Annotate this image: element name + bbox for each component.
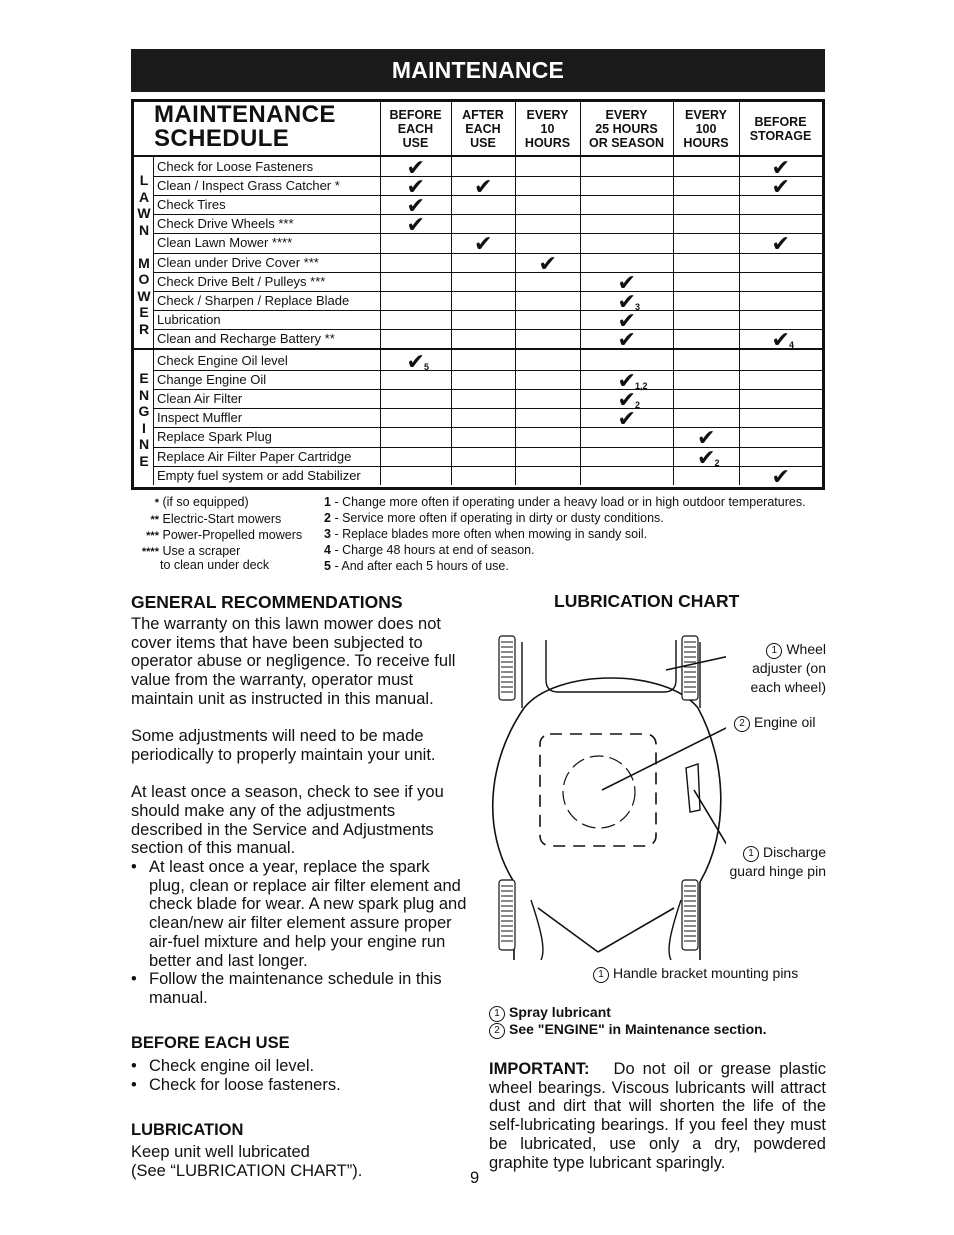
discharge-guard (686, 764, 700, 812)
callout-number: 1 (766, 643, 782, 659)
task-label: Clean Lawn Mower **** (157, 235, 293, 251)
column-header: AFTER EACH USE (462, 108, 504, 150)
check-icon: ✔ (617, 307, 636, 333)
schedule-title: MAINTENANCE SCHEDULE (154, 101, 336, 152)
wheel-adjuster-label: 1 Wheel adjuster (on each wheel) (750, 641, 826, 695)
task-label: Clean and Recharge Battery ** (157, 330, 335, 346)
task-label: Inspect Muffler (157, 410, 243, 426)
rear-left-wheel (499, 636, 515, 700)
check-footnote-ref: 2 (634, 400, 640, 411)
important-text: Do not oil or grease plastic wheel bearings. Viscous lubricants will attract dust and dirt that will shorten the life of the self-lubricating bearings. If you feel they must be lubricated, use only a dry, powdered graphite type lubricant sparingly. (489, 1060, 826, 1172)
section-header (131, 49, 825, 92)
handle-bracket (531, 900, 681, 960)
check-mark (406, 212, 425, 238)
task-label: Change Engine Oil (157, 372, 267, 388)
task-label: Replace Air Filter Paper Cartridge (157, 448, 352, 464)
column-header: BEFORE STORAGE (749, 115, 812, 143)
check-icon: ✔ (697, 425, 716, 451)
check-mark (771, 326, 794, 355)
list-item: • Check for loose fasteners. (131, 1076, 461, 1095)
numbered-footnote: 2 - Service more often if operating in dirty or dusty conditions. (324, 511, 664, 525)
check-icon: ✔ (538, 250, 557, 276)
check-footnote-ref: 1,2 (634, 381, 648, 392)
check-mark (538, 250, 557, 276)
lawn-mower-category-label: L A W N M O W E R (137, 172, 151, 337)
check-icon: ✔ (697, 444, 716, 470)
task-label: Check Drive Wheels *** (157, 216, 294, 232)
check-mark (617, 406, 636, 432)
numbered-footnote: 3 - Replace blades more often when mowing in sandy soil. (324, 527, 648, 541)
task-label: Lubrication (157, 311, 221, 327)
check-footnote-ref: 4 (788, 339, 794, 350)
check-footnote-ref: 5 (423, 362, 429, 372)
symbol-footnote-cont: to clean under deck (160, 558, 270, 572)
general-recommendations-heading: GENERAL RECOMMENDATIONS (131, 592, 403, 612)
numbered-footnote: 1 - Change more often if operating under a heavy load or in high outdoor temperatures. (324, 495, 806, 509)
check-mark (771, 463, 790, 489)
column-header: EVERY 10 HOURS (524, 108, 571, 150)
mower-diagram (486, 630, 726, 960)
column-header: EVERY 100 HOURS (683, 108, 729, 150)
engine-oil-cap (563, 756, 635, 828)
check-icon: ✔ (771, 326, 790, 352)
rear-right-wheel (682, 636, 698, 700)
warranty-paragraph: The warranty on this lawn mower does not cover items that have been subjected to operator abuse or negligence. To receive full value from the warranty, operator must maintain unit as instructed in this manual. (131, 615, 456, 708)
check-mark (771, 174, 790, 200)
callout-number: 1 (489, 1006, 505, 1022)
task-label: Check Tires (157, 197, 226, 213)
lubrication-heading: LUBRICATION (131, 1121, 244, 1139)
engine-category-label: E N G I N E (138, 370, 150, 469)
numbered-footnote: 4 - Charge 48 hours at end of season. (324, 543, 535, 557)
season-check-paragraph: At least once a season, check to see if you should make any of the adjustments described in the Service and Adjustments section of this manual. (131, 783, 444, 858)
task-label: Clean / Inspect Grass Catcher * (157, 178, 340, 194)
check-icon: ✔ (771, 155, 790, 180)
task-label: Replace Spark Plug (157, 429, 272, 445)
check-mark (771, 231, 790, 257)
check-mark (617, 326, 636, 352)
general-recommendations-text (131, 615, 469, 858)
task-label: Check Drive Belt / Pulleys *** (157, 273, 326, 289)
list-item: • Follow the maintenance schedule in this manual. (131, 970, 469, 1007)
check-icon: ✔ (406, 349, 425, 374)
symbol-footnote: **** Use a scraper (141, 544, 241, 558)
check-icon: ✔ (474, 231, 493, 257)
row-divider (154, 389, 822, 390)
numbered-footnote: 5 - And after each 5 hours of use. (324, 559, 509, 573)
task-label: Clean under Drive Cover *** (157, 254, 319, 270)
callout-number: 1 (593, 967, 609, 983)
check-icon: ✔ (406, 212, 425, 238)
lubrication-chart-heading: LUBRICATION CHART (554, 591, 740, 611)
lubrication-text: Keep unit well lubricated (See “LUBRICATION CHART”). (131, 1143, 363, 1180)
task-label: Empty fuel system or add Stabilizer (157, 467, 361, 483)
deck-top (524, 678, 698, 708)
list-item: • Check engine oil level. (131, 1057, 461, 1076)
engine-outline (540, 734, 656, 846)
column-header: BEFORE EACH USE (389, 108, 442, 150)
check-icon: ✔ (406, 155, 425, 180)
list-item: • At least once a year, replace the spark plug, clean or replace air filter element and check blade for wear. A new spark plug and clean/new air filter element assure proper air-fuel mixture and help your engine run better and last longer. (131, 858, 469, 970)
symbol-footnote: *** Power-Propelled mowers (146, 528, 303, 542)
before-each-use-heading: BEFORE EACH USE (131, 1034, 290, 1052)
check-icon: ✔ (771, 463, 790, 489)
row-divider (154, 408, 822, 409)
column-header: EVERY 25 HOURS OR SEASON (588, 108, 664, 150)
check-mark (406, 349, 429, 377)
check-icon: ✔ (771, 231, 790, 257)
adjustments-paragraph: Some adjustments will need to be made periodically to properly maintain your unit. (131, 727, 436, 764)
check-icon: ✔ (406, 193, 425, 219)
legend-spray-lubricant: 1 Spray lubricant (489, 1004, 611, 1022)
check-mark (474, 231, 493, 257)
task-label: Check for Loose Fasteners (157, 159, 314, 174)
handle-bracket-label: 1 Handle bracket mounting pins (593, 964, 798, 983)
check-icon: ✔ (617, 387, 636, 413)
callout-number: 2 (734, 716, 750, 732)
legend-engine-section: 2 See "ENGINE" in Maintenance section. (489, 1021, 767, 1039)
engine-oil-label: 2 Engine oil (734, 713, 816, 732)
check-icon: ✔ (617, 368, 636, 394)
discharge-guard-label: 1 Discharge guard hinge pin (729, 844, 826, 879)
section-divider (133, 348, 823, 350)
symbol-footnote: ** Electric-Start mowers (150, 512, 282, 526)
check-footnote-ref: 2 (714, 457, 720, 468)
check-mark (474, 174, 493, 200)
check-icon: ✔ (617, 269, 636, 295)
callout-number: 1 (743, 846, 759, 862)
check-footnote-ref: 3 (634, 301, 640, 312)
check-icon: ✔ (617, 326, 636, 352)
page-number: 9 (470, 1169, 480, 1187)
callout-number: 2 (489, 1023, 505, 1039)
important-label: IMPORTANT: (489, 1060, 590, 1078)
general-bullets (131, 858, 469, 1008)
task-label: Check / Sharpen / Replace Blade (157, 292, 350, 308)
before-each-use-list (131, 1057, 461, 1094)
task-label: Clean Air Filter (157, 391, 243, 407)
check-icon: ✔ (406, 174, 425, 200)
important-note (489, 1060, 826, 1172)
task-label: Check Engine Oil level (157, 353, 288, 368)
symbol-footnote: * (if so equipped) (154, 495, 249, 509)
row-divider (154, 310, 822, 311)
check-icon: ✔ (617, 288, 636, 314)
rear-housing (522, 640, 700, 708)
check-mark (697, 444, 720, 473)
category-divider (153, 156, 154, 485)
check-icon: ✔ (617, 406, 636, 432)
check-icon: ✔ (771, 174, 790, 200)
check-icon: ✔ (474, 174, 493, 200)
section-title: MAINTENANCE (391, 57, 565, 83)
